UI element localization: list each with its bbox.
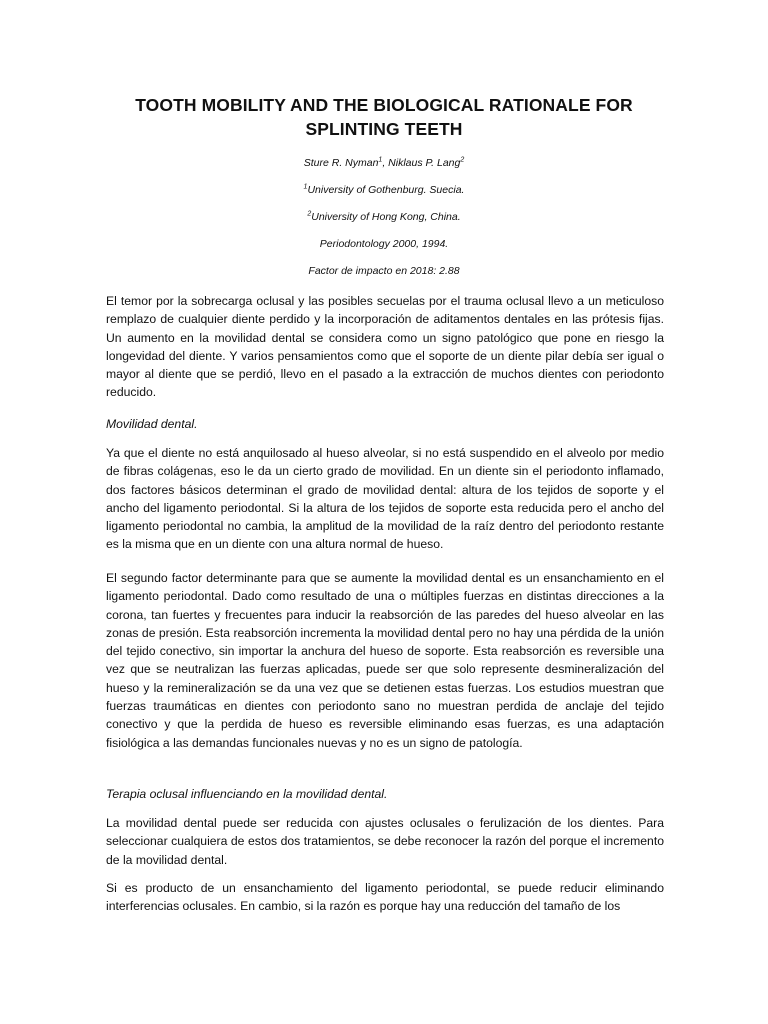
affiliation-2	[80, 210, 688, 224]
author-2-superscript: 2	[460, 156, 465, 164]
author-1-superscript: 1	[378, 156, 383, 164]
affiliation-1-text: University of Gothenburg. Suecia.	[307, 184, 465, 196]
document-title	[80, 93, 688, 141]
affiliation-1-superscript: 1	[303, 183, 308, 191]
intro-paragraph: El temor por la sobrecarga oclusal y las posibles secuelas por el trauma oclusal llevo a un meticuloso remplazo de cualquier diente perdido y la incorporación de aditamentos dentales en las prótesis fijas. Un aumento en la movilidad dental se considera como un signo patológico que pone en riesgo la longevidad del diente. Y varios pensamientos como que el soporte de un diente pilar debía ser igual o mayor al diente que se perdió, llevo en el pasado a la extracción de muchos dientes con periodonto reducido.	[106, 294, 664, 400]
section-heading-terapia: Terapia oclusal influenciando en la movilidad dental.	[106, 787, 388, 801]
author-1-name: Sture R. Nyman	[303, 157, 379, 169]
authors-line	[80, 156, 688, 170]
section2-paragraph-1: La movilidad dental puede ser reducida con ajustes oclusales o ferulización de los dientes. Para seleccionar cualquiera de estos dos tratamientos, se debe reconocer la razón del porque el incremento de la movilidad dental.	[106, 816, 664, 867]
journal-citation: Periodontology 2000, 1994.	[319, 238, 449, 250]
affiliation-2-superscript: 2	[307, 210, 312, 218]
author-2-name: Niklaus P. Lang	[388, 157, 461, 169]
affiliation-2-text: University of Hong Kong, China.	[311, 211, 461, 223]
title-line-1: TOOTH MOBILITY AND THE BIOLOGICAL RATIONALE FOR	[135, 95, 633, 115]
section2-paragraph-2: Si es producto de un ensanchamiento del ligamento periodontal, se puede reducir eliminando interferencias oclusales. En cambio, si la razón es porque hay una reducción del tamaño de los	[106, 881, 664, 914]
impact-factor: Factor de impacto en 2018: 2.88	[308, 265, 460, 277]
author-separator: ,	[382, 157, 389, 169]
section-heading-movilidad: Movilidad dental.	[106, 417, 198, 431]
section1-paragraph-1: Ya que el diente no está anquilosado al hueso alveolar, si no está suspendido en el alveolo por medio de fibras colágenas, eso le da un cierto grado de movilidad. En un diente sin el periodonto inflamado, dos factores básicos determinan el grado de movilidad dental: altura de los tejidos de soporte y el ancho del ligamento periodontal. Si la altura de los tejidos de soporte esta reducida pero el ancho del ligamento periodontal no cambia, la amplitud de la movilidad de la raíz dentro del periodonto restante es la misma que en un diente con una altura normal de hueso.	[106, 446, 664, 552]
title-line-2: SPLINTING TEETH	[305, 119, 463, 139]
affiliation-1	[80, 183, 688, 197]
section1-paragraph-2: El segundo factor determinante para que se aumente la movilidad dental es un ensanchamiento en el ligamento periodontal. Dado como resultado de una o múltiples fuerzas en distintas direcciones a la corona, tan fuertes y frecuentes para inducir la reabsorción de las paredes del hueso alveolar en las zonas de presión. Esta reabsorción incrementa la movilidad dental pero no hay una pérdida de la unión del tejido conectivo, sin importar la anchura del hueso de soporte. Esta reabsorción es reversible una vez que se neutralizan las fuerzas aplicadas, puede ser que solo represente desmineralización del hueso y la remineralización se da una vez que se detienen estas fuerzas. Los estudios muestran que fuerzas traumáticas en dientes con periodonto sano no muestran perdida de anclaje del tejido conectivo y que la perdida de hueso es reversible eliminando esas fuerzas, es una adaptación fisiológica a las demandas funcionales nuevas y no es un signo de patología.	[106, 571, 664, 750]
